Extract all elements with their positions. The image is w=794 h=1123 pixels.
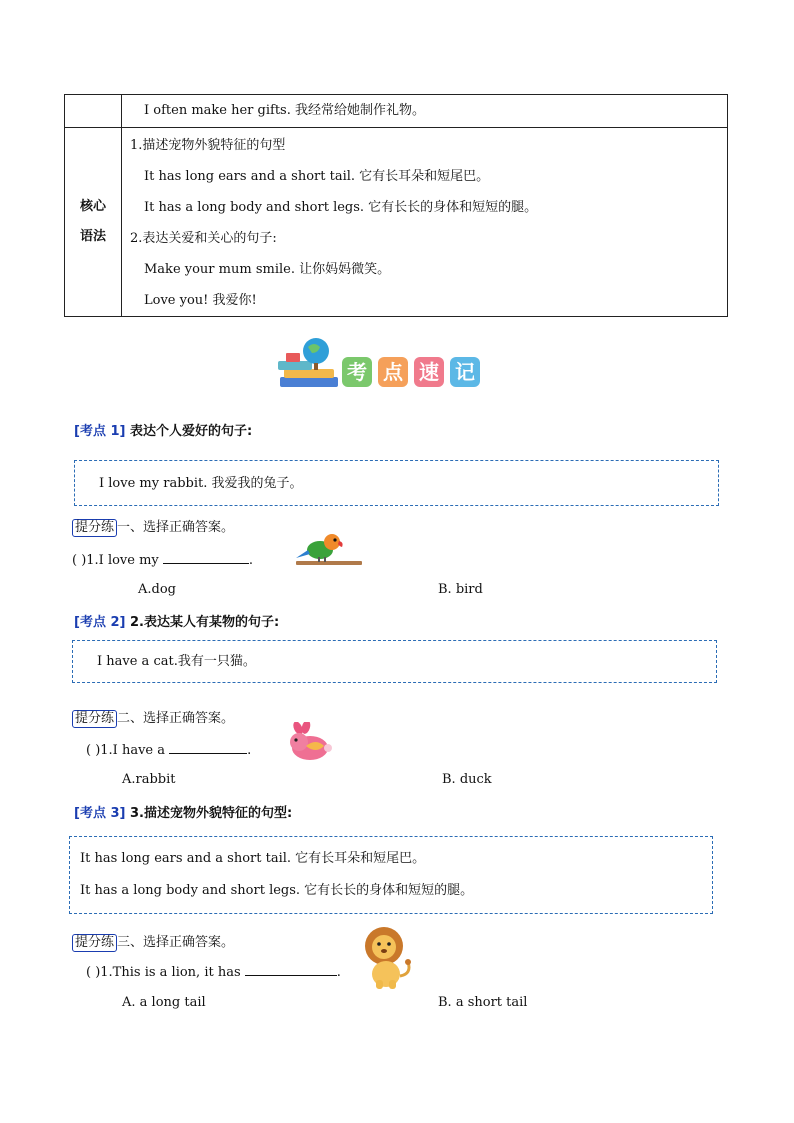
- option-a[interactable]: A.rabbit: [122, 772, 176, 787]
- question-end: .: [247, 743, 252, 758]
- answer-blank[interactable]: [245, 963, 337, 976]
- banner-char: 点: [378, 357, 408, 387]
- practice-title: 二、选择正确答案。: [117, 711, 235, 726]
- table-row: [65, 128, 728, 317]
- answer-blank[interactable]: [163, 551, 249, 564]
- grammar-line: It has long ears and a short tail. 它有长耳朵和短尾巴。: [144, 169, 490, 184]
- table-cell-empty: [65, 95, 122, 128]
- question: [86, 963, 341, 980]
- practice-heading: [72, 931, 234, 952]
- grammar-line: 1.描述宠物外貌特征的句型: [130, 138, 286, 153]
- section-tag: [考点 2]: [74, 615, 126, 630]
- option-a[interactable]: A. a long tail: [122, 995, 206, 1010]
- banner-char: 记: [450, 357, 480, 387]
- example-box: [72, 640, 717, 683]
- answer-paren[interactable]: ( ): [86, 743, 101, 758]
- example-box: [74, 460, 719, 506]
- practice-label: 提分练: [72, 519, 117, 537]
- question: [72, 551, 253, 568]
- section-title: 3.描述宠物外貌特征的句型:: [130, 806, 293, 821]
- question-text: 1.This is a lion, it has: [100, 965, 241, 980]
- grammar-table: [64, 94, 728, 317]
- section-tag: [考点 1]: [74, 424, 126, 439]
- practice-label: 提分练: [72, 934, 117, 952]
- section-heading: [74, 611, 279, 630]
- practice-label: 提分练: [72, 710, 117, 728]
- grammar-line: Make your mum smile. 让你妈妈微笑。: [144, 262, 391, 277]
- table-text: I often make her gifts. 我经常给她制作礼物。: [144, 103, 425, 118]
- rabbit-icon: [284, 722, 334, 764]
- grammar-line: It has a long body and short legs. 它有长长的身体和短短的腿。: [144, 200, 538, 215]
- section-heading: [74, 420, 252, 439]
- example-line: I have a cat.我有一只猫。: [97, 654, 256, 669]
- table-cell: [122, 95, 728, 128]
- example-line: It has long ears and a short tail. 它有长耳朵和短尾巴。: [80, 851, 426, 866]
- option-a[interactable]: A.dog: [138, 582, 176, 597]
- answer-blank[interactable]: [169, 741, 247, 754]
- answer-paren[interactable]: ( ): [72, 553, 87, 568]
- example-line: I love my rabbit. 我爱我的兔子。: [99, 476, 303, 491]
- example-box: [69, 836, 713, 914]
- grammar-line: Love you! 我爱你!: [144, 293, 257, 308]
- books-globe-icon: [276, 333, 342, 393]
- grammar-line: 2.表达关爱和关心的句子:: [130, 231, 277, 246]
- practice-title: 三、选择正确答案。: [117, 935, 235, 950]
- section-title: 表达个人爱好的句子:: [130, 424, 253, 439]
- question-end: .: [248, 553, 254, 568]
- example-line: It has a long body and short legs. 它有长长的身体和短短的腿。: [80, 883, 474, 898]
- lion-icon: [356, 926, 414, 990]
- section-tag: [考点 3]: [74, 806, 126, 821]
- option-b[interactable]: B. a short tail: [438, 995, 528, 1010]
- banner-char: 速: [414, 357, 444, 387]
- label-line: 语法: [79, 229, 106, 244]
- parrot-icon: [294, 530, 364, 568]
- table-row: [65, 95, 728, 128]
- section-banner: [276, 333, 486, 393]
- question-end: .: [336, 965, 341, 980]
- option-b[interactable]: B. duck: [442, 772, 492, 787]
- table-cell: [122, 128, 728, 317]
- practice-title: 一、选择正确答案。: [117, 520, 235, 535]
- practice-heading: [72, 707, 234, 728]
- practice-heading: [72, 516, 234, 537]
- question-text: 1.I have a: [100, 743, 165, 758]
- question-text: 1.I love my: [86, 553, 159, 568]
- section-title: 2.表达某人有某物的句子:: [130, 615, 280, 630]
- label-line: 核心: [79, 199, 106, 214]
- table-label-cell: [65, 128, 122, 317]
- banner-char: 考: [342, 357, 372, 387]
- section-heading: [74, 802, 292, 821]
- question: [86, 741, 251, 758]
- answer-paren[interactable]: ( ): [86, 965, 101, 980]
- option-b[interactable]: B. bird: [438, 582, 483, 597]
